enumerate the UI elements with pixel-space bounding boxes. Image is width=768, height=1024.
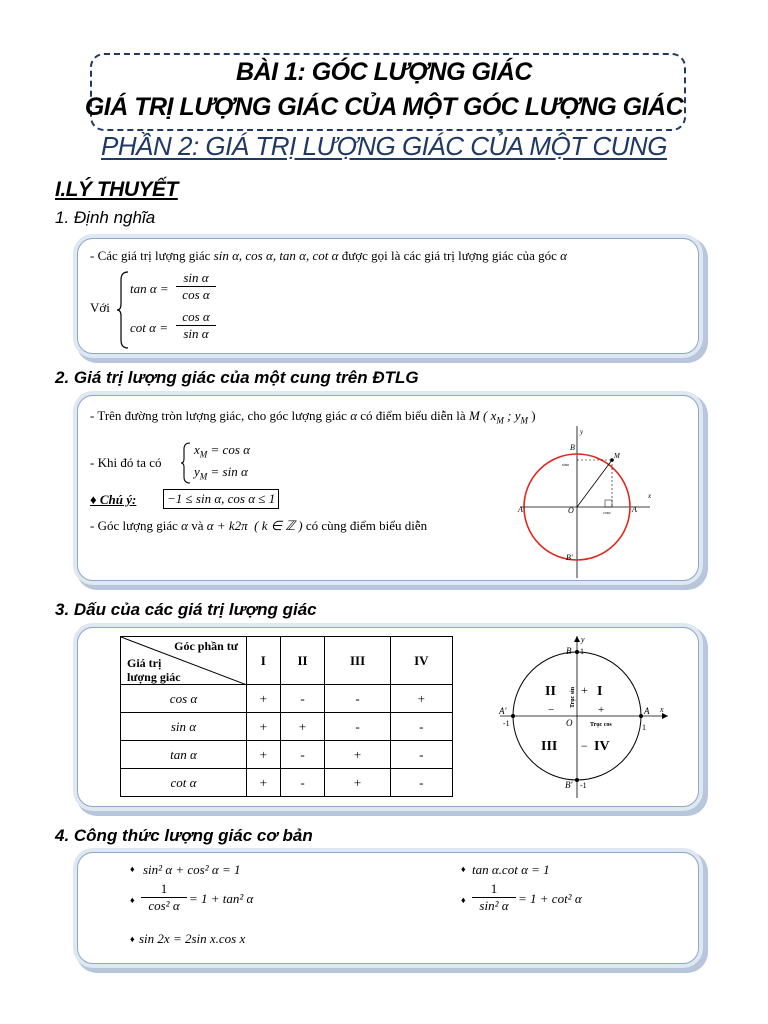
formula-4-fraction (472, 881, 516, 914)
s2-line4 (90, 518, 427, 534)
table-row (121, 713, 453, 741)
sign-cell: + (247, 685, 281, 713)
s2-line1-pre: - Trên đường tròn lượng giác, cho góc lượng giác (90, 408, 351, 423)
sign-cell: + (247, 769, 281, 797)
xm-sub: M (199, 449, 208, 460)
left-brace-icon (116, 270, 130, 350)
q-label-quadrant-4: IV (594, 739, 610, 754)
s2-heading: 2. Giá trị lượng giác của một cung trên ĐTLG (55, 368, 419, 387)
s2-line4-pre: - Góc lượng giác (90, 518, 182, 533)
label-a-prime: A' (518, 505, 525, 514)
table-row (121, 769, 453, 797)
label-o: O (568, 506, 574, 515)
s2-point-sep: ; y (503, 408, 521, 423)
note-box: −1 ≤ sin α, cos α ≤ 1 (163, 489, 279, 509)
s2-line4-expr: α + k2π (206, 518, 248, 533)
s1-alpha: α (560, 248, 567, 263)
tan-def-den: cos α (182, 287, 210, 302)
sign-cell: + (390, 685, 452, 713)
bullet-icon: ♦ (130, 864, 135, 874)
q-label-y: y (581, 635, 585, 644)
point-a-prime (511, 714, 515, 718)
label-b-prime: B' (566, 553, 573, 562)
sign-cell: - (280, 769, 325, 797)
row-name: tan α (121, 741, 247, 769)
xm-rhs: = cos α (207, 442, 250, 457)
row-name: cot α (121, 769, 247, 797)
cot-def-den: sin α (183, 326, 209, 341)
sign-cell: + (247, 741, 281, 769)
y-arrow-icon (574, 636, 580, 642)
cot-def-lhs: cot α = (130, 320, 168, 335)
q-label-b: B (566, 646, 572, 656)
label-cos: cosα (603, 510, 611, 515)
s2-line1 (90, 408, 536, 426)
quadrant-header: IV (390, 637, 452, 685)
bullet-icon: ♦ (130, 934, 135, 944)
sign-cell: - (390, 769, 452, 797)
note-label: ♦ Chú ý: (90, 492, 137, 507)
label-a: A (632, 505, 637, 514)
q-label-one-top: 1 (580, 647, 584, 656)
s1-line1-post: được gọi là các giá trị lượng giác của góc (338, 248, 561, 263)
title-line-1: BÀI 1: GÓC LƯỢNG GIÁC (236, 58, 532, 86)
q-sign-minus-bottom: − (581, 739, 588, 753)
quadrant-circle-diagram (490, 632, 680, 802)
right-angle-mark (605, 500, 612, 507)
formula-5: sin 2x = 2sin x.cos x (139, 931, 246, 946)
unit-circle-diagram (500, 415, 680, 578)
label-m: M (614, 452, 620, 460)
table-corner-cell (121, 637, 247, 685)
s2-line4-mid: và (188, 518, 207, 533)
q-label-quadrant-3: III (541, 739, 558, 754)
section-theory-heading: I.LÝ THUYẾT (55, 178, 178, 201)
q-label-a: A (644, 706, 650, 716)
s1-line1-math: sin α, cos α, tan α, cot α (213, 248, 339, 263)
corner-bottom1: Giá trị (127, 656, 162, 670)
f4-num: 1 (472, 881, 516, 898)
q-label-x: x (660, 705, 664, 714)
bullet-icon: ♦ (130, 895, 135, 905)
q-label-o: O (566, 718, 573, 728)
s1-heading: 1. Định nghĩa (55, 208, 156, 227)
q-label-minus-one-left: -1 (503, 719, 510, 728)
s2-point-end: ) (528, 408, 536, 423)
q-label-a-prime: A' (499, 706, 507, 716)
formula-2: tan α.cot α = 1 (472, 862, 550, 877)
corner-top: Góc phần tư (174, 639, 238, 653)
corner-bottom2: lượng giác (127, 670, 181, 684)
tan-def-lhs: tan α = (130, 281, 169, 296)
s4-heading: 4. Công thức lượng giác cơ bản (55, 826, 313, 845)
q-label-minus-one-bottom: -1 (580, 781, 587, 790)
s2-line1-mid: có điểm biểu diễn là (357, 408, 469, 423)
label-sin: sinα (562, 462, 569, 467)
s2-line4-alpha: α (181, 518, 188, 533)
xm: x (194, 442, 200, 457)
q-label-b-prime: B' (565, 780, 573, 790)
sign-cell: - (390, 741, 452, 769)
bullet-icon: ♦ (461, 895, 466, 905)
s1-voi: Với (90, 300, 110, 315)
formula-3-rhs: = 1 + tan² α (189, 891, 254, 906)
sign-table (120, 636, 453, 797)
xm-eq (194, 442, 250, 460)
q-label-quadrant-1: I (597, 684, 603, 699)
sign-cell: + (325, 741, 390, 769)
title-line-3: PHẦN 2: GIÁ TRỊ LƯỢNG GIÁC CỦA MỘT CUNG (101, 131, 667, 161)
s1-line1-pre: - Các giá trị lượng giác (90, 248, 214, 263)
ym-rhs: = sin α (207, 464, 248, 479)
brace-icon (180, 441, 192, 485)
sign-cell: + (280, 713, 325, 741)
sign-cell: - (325, 713, 390, 741)
cot-def-num: cos α (176, 309, 216, 326)
quadrant-header: III (325, 637, 390, 685)
formula-4-rhs: = 1 + cot² α (518, 891, 582, 906)
q-sign-plus-top: + (581, 683, 588, 697)
ym-sub: M (199, 471, 208, 482)
row-name: sin α (121, 713, 247, 741)
f3-den: cos² α (148, 898, 180, 913)
formula-3-fraction (141, 881, 187, 914)
q-label-sin-axis: Trục sin (570, 686, 576, 708)
sign-cell: - (280, 685, 325, 713)
sign-cell: - (280, 741, 325, 769)
q-label-one-right: 1 (642, 723, 646, 732)
formula-1: sin² α + cos² α = 1 (143, 862, 241, 877)
sign-cell: + (325, 769, 390, 797)
quadrant-header: I (247, 637, 281, 685)
point-b (575, 650, 579, 654)
row-name: cos α (121, 685, 247, 713)
cot-def-fraction (176, 309, 216, 342)
s2-point-sub1: M (496, 415, 504, 426)
q-sign-minus-left: − (548, 704, 555, 716)
sign-cell: + (247, 713, 281, 741)
s1-line1 (90, 248, 567, 264)
s3-heading: 3. Dấu của các giá trị lượng giác (55, 600, 317, 619)
f4-den: sin² α (479, 898, 509, 913)
sign-cell: - (390, 713, 452, 741)
quadrant-header: II (280, 637, 325, 685)
table-row (121, 685, 453, 713)
label-y: y (580, 428, 584, 436)
label-b: B (570, 443, 575, 452)
s2-point-sub2: M (520, 415, 528, 426)
tan-def-fraction (176, 270, 216, 303)
bullet-icon: ♦ (461, 864, 466, 874)
table-row (121, 741, 453, 769)
s2-alpha: α (350, 408, 358, 423)
q-label-cos-axis: Trục cos (590, 722, 612, 728)
s2-line4-cond: ( k ∈ ℤ ) (254, 518, 303, 533)
label-x: x (648, 492, 652, 500)
q-sign-plus-right: + (598, 704, 605, 716)
tan-def-num: sin α (176, 270, 216, 287)
point-b-prime (575, 778, 579, 782)
s2-line2: - Khi đó ta có (90, 455, 162, 470)
q-label-quadrant-2: II (545, 684, 556, 699)
s2-line4-post: có cùng điểm biểu diễn (302, 518, 428, 533)
title-line-2: GIÁ TRỊ LƯỢNG GIÁC CỦA MỘT GÓC LƯỢNG GIÁC (84, 93, 684, 121)
point-a (639, 714, 643, 718)
s2-point: M ( x (468, 408, 497, 423)
ym-eq (194, 464, 248, 482)
f3-num: 1 (141, 881, 187, 898)
sign-cell: - (325, 685, 390, 713)
ym: y (194, 464, 200, 479)
